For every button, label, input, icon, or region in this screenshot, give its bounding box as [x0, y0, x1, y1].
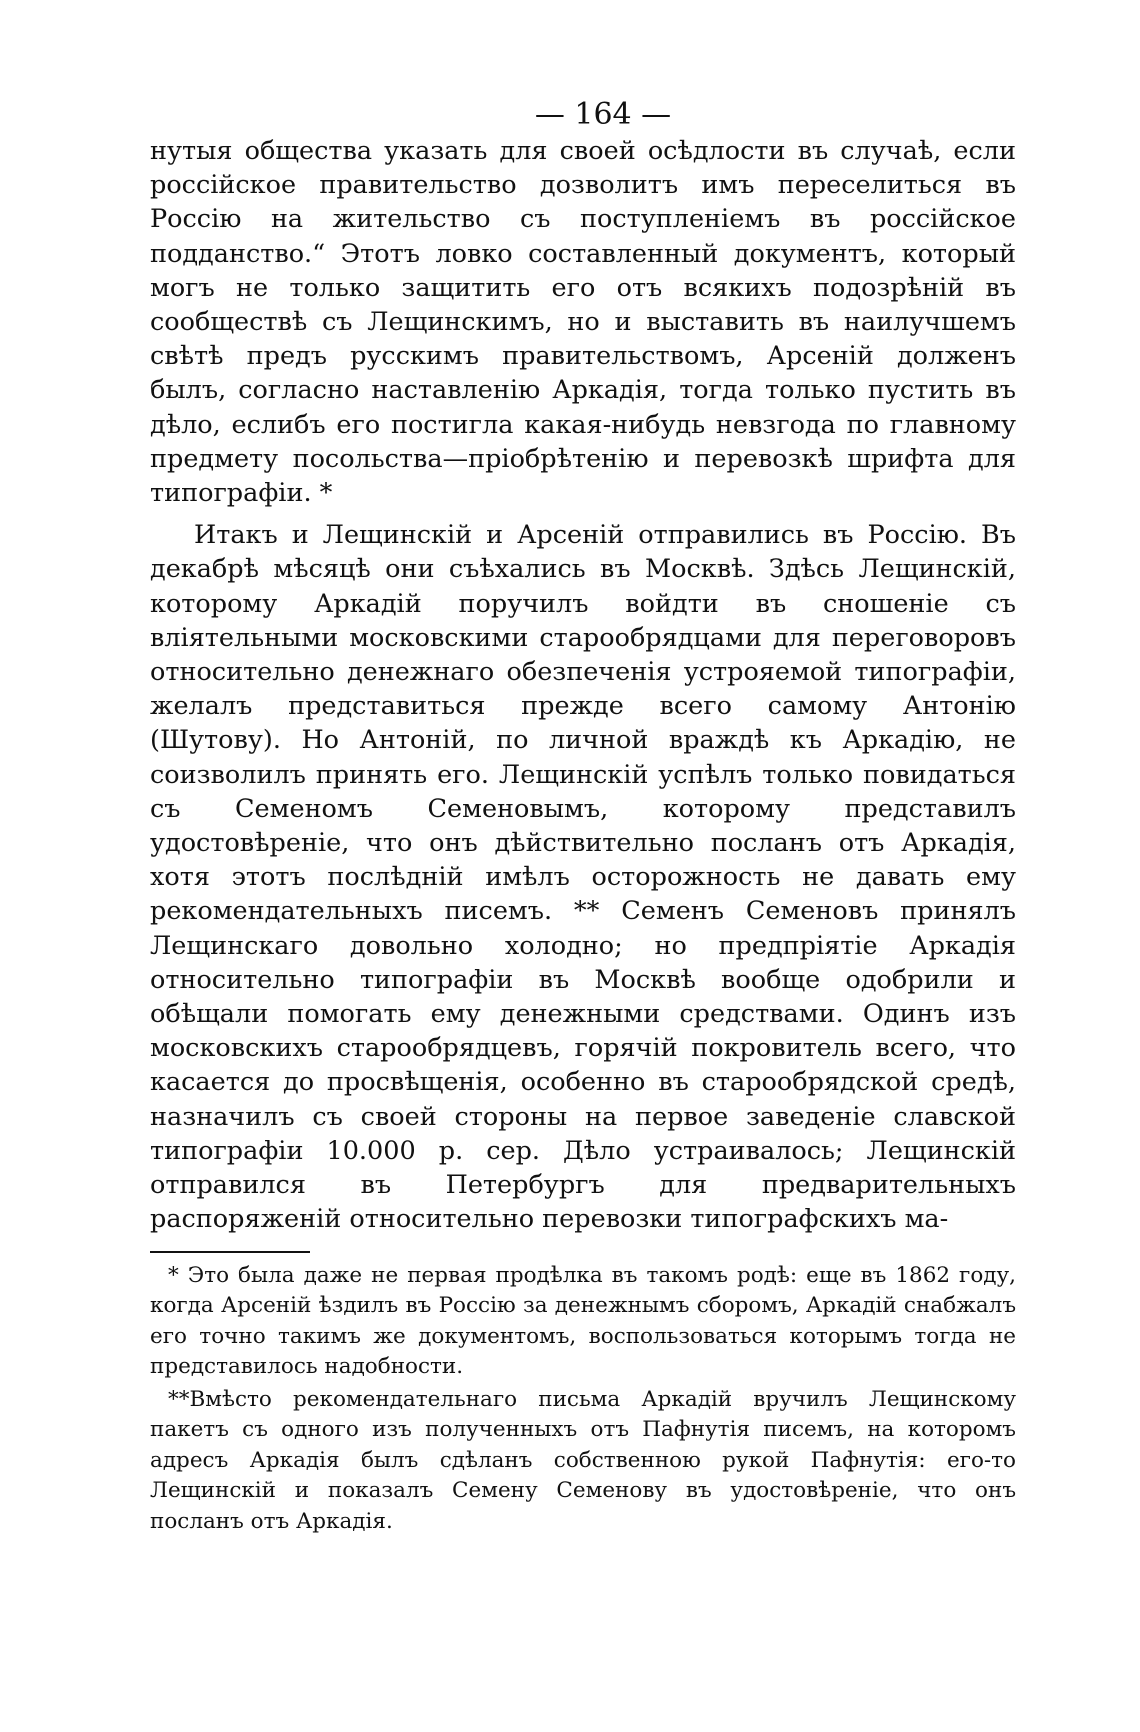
footnote-1: * Это была даже не первая продѣлка въ такомъ родѣ: еще въ 1862 году, когда Арсеній ѣздилъ въ Россію за денежнымъ сборомъ, Аркадій снабжалъ его точно такимъ же документомъ, воспользоваться которымъ тогда не представилось надобности.: [150, 1262, 1016, 1379]
main-text: [150, 134, 1016, 1237]
footnote-2: **Вмѣсто рекомендательнаго письма Аркадій вручилъ Лещинскому пакетъ съ одного изъ полученныхъ отъ Пафнутія писемъ, на которомъ адресъ Аркадія былъ сдѣланъ собственною рукой Пафнутія: его-то Лещинскій и показалъ Семену Семенову въ удостовѣреніе, что онъ посланъ отъ Аркадія.: [150, 1386, 1016, 1534]
book-page: [150, 98, 1016, 1537]
paragraph: Итакъ и Лещинскій и Арсеній отправились въ Россію. Въ декабрѣ мѣсяцѣ они съѣхались въ Москвѣ. Здѣсь Лещинскій, которому Аркадій поручилъ войдти въ сношеніе съ вліятельными московскими старообрядцами для переговоровъ относительно денежнаго обезпеченія устрояемой типографіи, желалъ представиться прежде всего самому Антонію (Шутову). Но Антоній, по личной враждѣ къ Аркадію, не соизволилъ принять его. Лещинскій успѣлъ только повидаться съ Семеномъ Семеновымъ, которому представилъ удостовѣреніе, что онъ дѣйствительно посланъ отъ Аркадія, хотя этотъ послѣдній имѣлъ осторожность не давать ему рекомендательныхъ писемъ. ** Семенъ Семеновъ принялъ Лещинскаго довольно холодно; но предпріятіе Аркадія относительно типографіи въ Москвѣ вообще одобрили и обѣщали помогать ему денежными средствами. Одинъ изъ московскихъ старообрядцевъ, горячій покровитель всего, что касается до просвѣщенія, особенно въ старообрядской средѣ, назначилъ съ своей стороны на первое заведеніе славской типографіи 10.000 р. сер. Дѣло устраивалось; Лещинскій отправился въ Петербургъ для предварительныхъ распоряженій относительно перевозки типографскихъ ма-: [150, 520, 1016, 1235]
footnotes: [150, 1261, 1016, 1538]
page-number: — 164 —: [534, 97, 672, 132]
footnote-divider: [150, 1251, 310, 1253]
paragraph-continuation: нутыя общества указать для своей осѣдлости въ случаѣ, если россійское правительство дозволитъ имъ переселиться въ Россію на жительство съ поступленіемъ въ россійское подданство.“ Этотъ ловко составленный документъ, который могъ не только защитить его отъ всякихъ подозрѣній въ сообществѣ съ Лещинскимъ, но и выставить въ наилучшемъ свѣтѣ предъ русскимъ правительствомъ, Арсеній долженъ былъ, согласно наставленію Аркадія, тогда только пустить въ дѣло, еслибъ его постигла какая-нибудь невзгода по главному предмету посольства—пріобрѣтенію и перевозкѣ шрифта для типографіи. *: [150, 136, 1016, 509]
